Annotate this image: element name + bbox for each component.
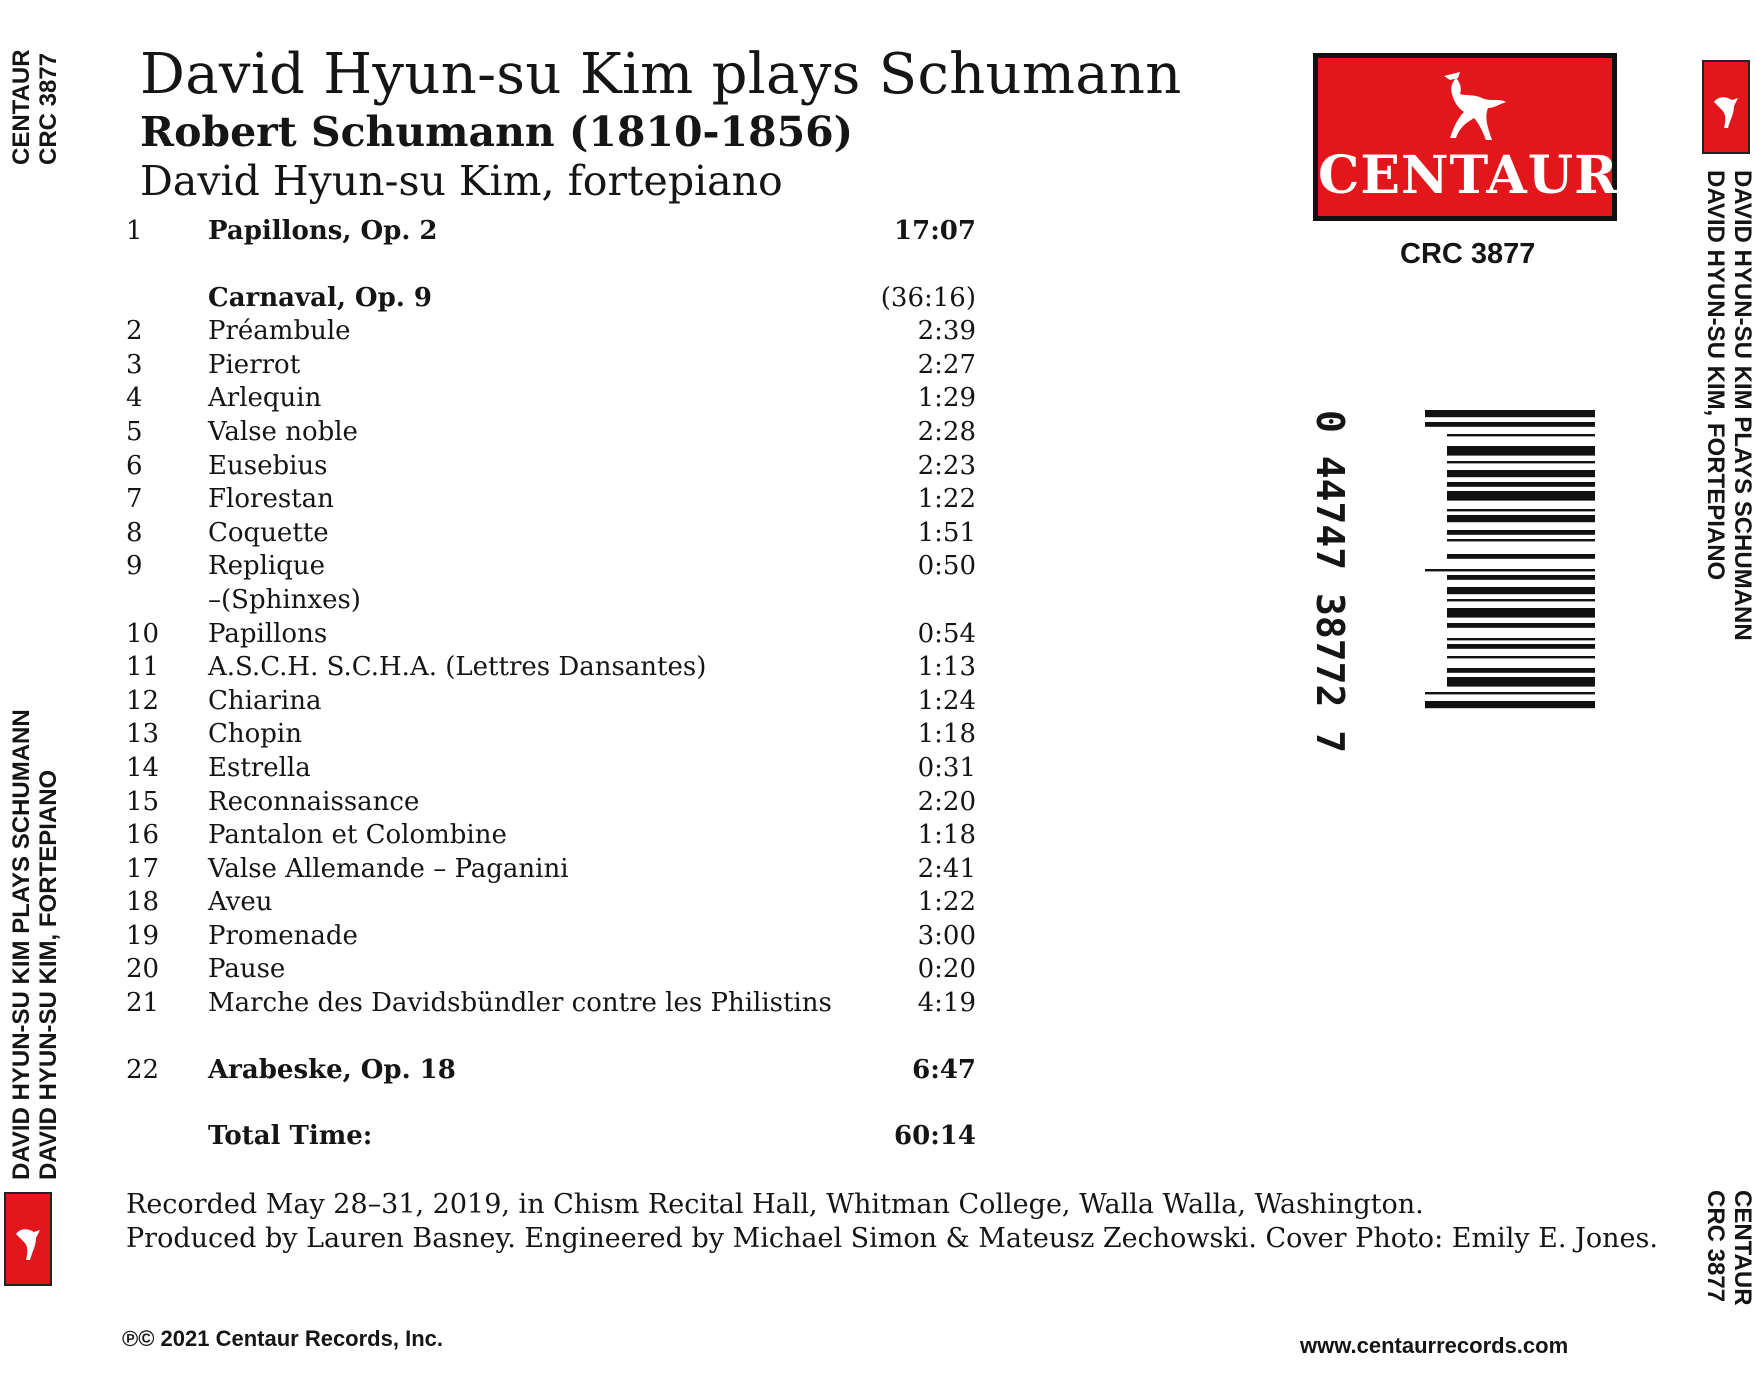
track-row — [126, 853, 976, 887]
track-row — [126, 920, 976, 954]
track-row — [126, 819, 976, 853]
track-gap — [126, 249, 976, 282]
barcode-bar — [1447, 554, 1595, 559]
performer-line: David Hyun-su Kim, fortepiano — [140, 157, 783, 205]
track-number: 17 — [126, 853, 160, 884]
website-link: www.centaurrecords.com — [1300, 1333, 1569, 1358]
barcode-bar — [1447, 668, 1595, 673]
track-row — [126, 584, 976, 618]
track-row — [126, 416, 976, 450]
track-title: Préambule — [208, 316, 351, 347]
track-duration: 1:29 — [917, 383, 976, 414]
track-number: 5 — [126, 416, 143, 447]
track-row — [126, 382, 976, 416]
track-title: Coquette — [208, 517, 329, 548]
barcode-bar — [1447, 515, 1595, 522]
barcode-bar — [1447, 656, 1595, 658]
track-title: Florestan — [208, 484, 334, 515]
credits-production: Produced by Lauren Basney. Engineered by Michael Simon & Mateusz Zechowski. Cover Photo: Emily E. Jones. — [126, 1223, 1658, 1254]
track-title: Pantalon et Colombine — [208, 820, 507, 851]
spine-right-main — [1700, 170, 1756, 690]
barcode-bar — [1425, 410, 1595, 417]
barcode-bar — [1425, 701, 1595, 708]
track-duration: 0:50 — [917, 551, 976, 582]
track-duration: 1:18 — [917, 719, 976, 750]
track-title: Carnaval, Op. 9 — [208, 282, 432, 313]
track-duration: 2:27 — [917, 349, 976, 380]
track-title: Estrella — [208, 752, 311, 783]
spine-title: DAVID HYUN-SU KIM PLAYS SCHUMANN — [8, 709, 35, 1180]
track-duration: 1:22 — [917, 484, 976, 515]
composer-line: Robert Schumann (1810-1856) — [140, 108, 854, 156]
track-row — [126, 786, 976, 820]
track-title: Valse Allemande – Paganini — [208, 853, 569, 884]
centaur-icon — [1430, 68, 1510, 154]
track-gap — [126, 1021, 976, 1054]
barcode-bar — [1447, 575, 1595, 580]
spine-performer: DAVID HYUN-SU KIM, FORTEPIANO — [1702, 170, 1729, 581]
album-title: David Hyun-su Kim plays Schumann — [140, 42, 1182, 107]
track-duration: 3:00 — [917, 920, 976, 951]
track-title: Arabeske, Op. 18 — [208, 1054, 456, 1085]
barcode-bar — [1447, 608, 1595, 618]
track-title: Promenade — [208, 920, 358, 951]
track-duration: 0:20 — [917, 954, 976, 985]
track-title: Pause — [208, 954, 286, 985]
track-list — [126, 215, 976, 1154]
track-duration: 17:07 — [894, 216, 976, 246]
track-number: 11 — [126, 652, 160, 683]
centaur-icon — [6, 1194, 50, 1284]
track-row — [126, 953, 976, 987]
track-number: 7 — [126, 484, 143, 515]
track-duration: 0:54 — [917, 618, 976, 649]
spine-label: CENTAUR — [1729, 1190, 1756, 1306]
track-row — [126, 483, 976, 517]
spine-performer: DAVID HYUN-SU KIM, FORTEPIANO — [35, 769, 62, 1180]
track-number: 21 — [126, 988, 160, 1019]
track-number: 9 — [126, 551, 143, 582]
track-row — [126, 886, 976, 920]
barcode-bar — [1447, 530, 1595, 535]
track-row — [126, 651, 976, 685]
spine-catalog: CRC 3877 — [1702, 1190, 1729, 1303]
barcode-bar — [1447, 509, 1595, 511]
barcode-bar — [1447, 446, 1595, 456]
track-number: 20 — [126, 954, 160, 985]
track-number: 13 — [126, 719, 160, 750]
track-title: Valse noble — [208, 416, 358, 447]
spine-left-main — [8, 680, 64, 1180]
barcode-bar — [1447, 539, 1595, 541]
track-number: 15 — [126, 786, 160, 817]
spine-mini-logo-left — [4, 1192, 52, 1286]
track-number: 1 — [126, 216, 143, 246]
track-title: Chopin — [208, 719, 302, 750]
total-time-row — [126, 1120, 976, 1154]
total-time-label: Total Time: — [208, 1121, 373, 1152]
track-title: Pierrot — [208, 349, 301, 380]
spine-label: CENTAUR — [8, 49, 35, 165]
track-duration: 1:24 — [917, 685, 976, 716]
track-number: 4 — [126, 383, 143, 414]
track-title: A.S.C.H. S.C.H.A. (Lettres Dansantes) — [208, 652, 707, 683]
barcode-bar — [1447, 491, 1595, 501]
track-number: 3 — [126, 349, 143, 380]
spine-catalog: CRC 3877 — [35, 52, 62, 165]
barcode-bar — [1447, 461, 1595, 463]
track-title: –(Sphinxes) — [208, 584, 361, 615]
track-row — [126, 987, 976, 1021]
copyright-notice: ℗© 2021 Centaur Records, Inc. — [122, 1326, 443, 1351]
spine-left-top — [8, 40, 64, 165]
track-title: Arlequin — [208, 383, 322, 414]
track-duration: 4:19 — [917, 988, 976, 1019]
barcode-bar — [1447, 644, 1595, 649]
track-row — [126, 349, 976, 383]
barcode-icon — [1425, 410, 1595, 860]
track-duration: 6:47 — [912, 1054, 976, 1085]
centaur-icon — [1704, 62, 1748, 152]
track-number: 12 — [126, 685, 160, 716]
track-duration: 2:23 — [917, 450, 976, 481]
track-gap — [126, 1087, 976, 1120]
track-title: Aveu — [208, 887, 273, 918]
track-row — [126, 315, 976, 349]
track-row — [126, 215, 976, 249]
barcode-bar — [1447, 587, 1595, 594]
track-number: 19 — [126, 920, 160, 951]
track-number: 6 — [126, 450, 143, 481]
track-row — [126, 517, 976, 551]
track-title: Chiarina — [208, 685, 322, 716]
track-number: 8 — [126, 517, 143, 548]
track-number: 14 — [126, 752, 160, 783]
track-row — [126, 618, 976, 652]
track-row — [126, 550, 976, 584]
barcode-bar — [1447, 677, 1595, 687]
track-title: Eusebius — [208, 450, 328, 481]
track-number: 2 — [126, 316, 143, 347]
track-row — [126, 752, 976, 786]
track-title: Replique — [208, 551, 326, 582]
total-time-value: 60:14 — [894, 1121, 976, 1152]
barcode-bar — [1447, 638, 1595, 640]
barcode-bar — [1447, 623, 1595, 628]
spine-mini-logo-right — [1702, 60, 1750, 154]
barcode-digits: 0 44747 38772 7 — [1308, 410, 1352, 754]
barcode-bar — [1425, 569, 1595, 571]
track-duration: 1:18 — [917, 820, 976, 851]
barcode-bar — [1447, 599, 1595, 601]
track-duration: 1:13 — [917, 652, 976, 683]
centaur-logo — [1313, 53, 1617, 221]
spine-right-bottom — [1700, 1190, 1756, 1315]
track-duration: 2:28 — [917, 416, 976, 447]
track-number: 16 — [126, 820, 160, 851]
barcode-bar — [1425, 422, 1595, 427]
track-row — [126, 718, 976, 752]
track-title: Reconnaissance — [208, 786, 420, 817]
track-title: Marche des Davidsbündler contre les Philistins — [208, 988, 832, 1019]
track-duration: 0:31 — [917, 752, 976, 783]
track-duration: 1:22 — [917, 887, 976, 918]
track-row — [126, 282, 976, 316]
track-duration: 2:20 — [917, 786, 976, 817]
barcode-bar — [1425, 692, 1595, 694]
spine-title: DAVID HYUN-SU KIM PLAYS SCHUMANN — [1729, 170, 1756, 641]
track-title: Papillons — [208, 618, 328, 649]
track-duration: 1:51 — [917, 517, 976, 548]
barcode-bar — [1447, 470, 1595, 477]
credits — [126, 1188, 1658, 1256]
barcode-bar — [1447, 482, 1595, 487]
track-row — [126, 450, 976, 484]
logo-wordmark: CENTAUR — [1318, 145, 1619, 206]
track-duration: 2:39 — [917, 316, 976, 347]
track-duration: (36:16) — [880, 282, 976, 313]
track-number: 22 — [126, 1054, 160, 1085]
catalog-number: CRC 3877 — [1400, 238, 1536, 270]
credits-recorded: Recorded May 28–31, 2019, in Chism Recital Hall, Whitman College, Walla Walla, Washington. — [126, 1189, 1424, 1220]
track-title: Papillons, Op. 2 — [208, 216, 438, 246]
track-duration: 2:41 — [917, 853, 976, 884]
barcode-bar — [1447, 434, 1595, 436]
track-number: 18 — [126, 887, 160, 918]
track-row — [126, 685, 976, 719]
track-number: 10 — [126, 618, 160, 649]
track-row — [126, 1054, 976, 1088]
